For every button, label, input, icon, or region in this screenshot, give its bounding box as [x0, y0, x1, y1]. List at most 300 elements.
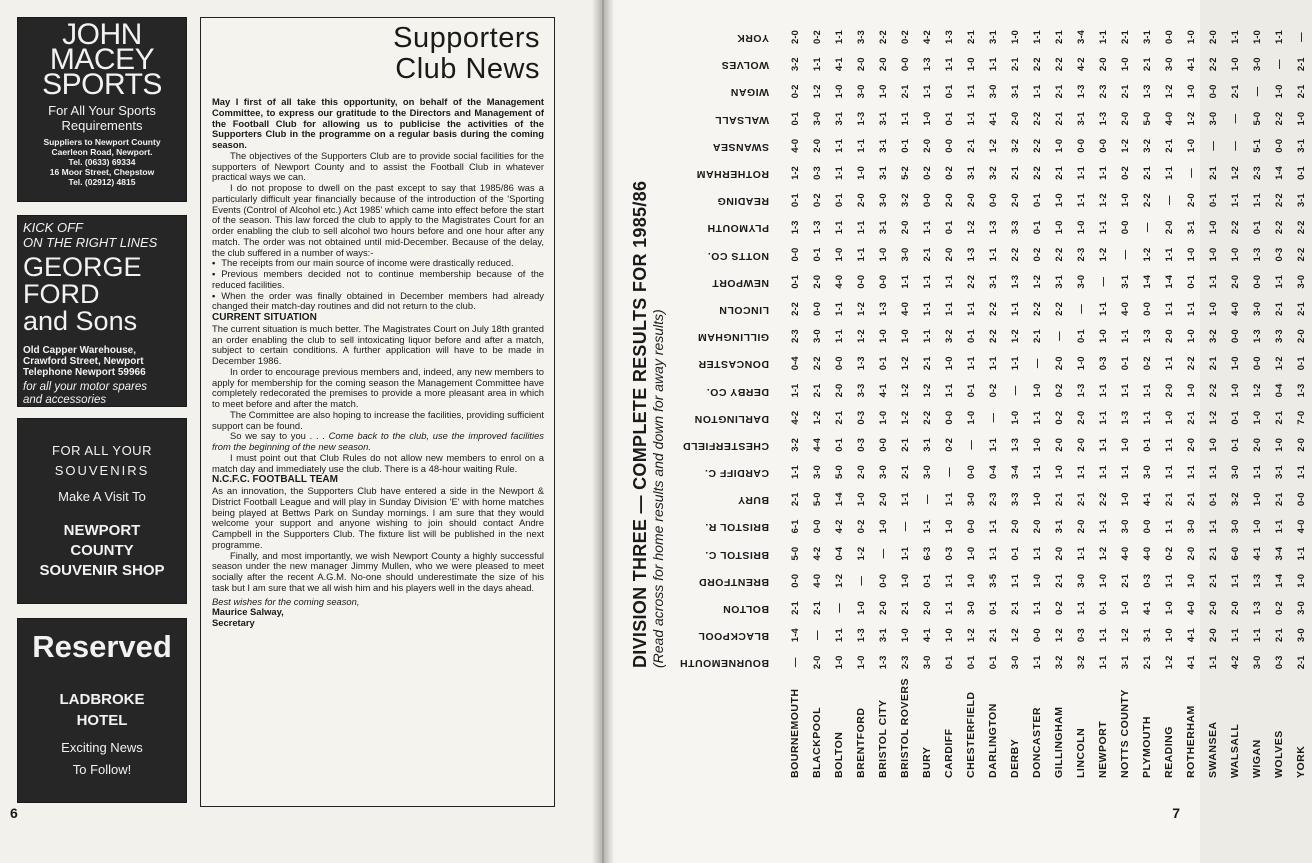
result-cell: 0-1	[1251, 220, 1263, 235]
column-header-label: BLACKPOOL	[698, 630, 769, 643]
row-team-name: BRISTOL CITY	[876, 699, 889, 778]
result-cell: 0-2	[987, 383, 999, 398]
result-cell: 2-1	[1207, 166, 1219, 180]
column-header	[674, 187, 784, 214]
result-cell: 0-1	[1207, 193, 1219, 208]
result-cell: 1-0	[1163, 601, 1175, 615]
result-cell: 1-0	[1009, 30, 1021, 44]
result-cell: 1-1	[1097, 166, 1109, 180]
column-header-label: NOTTS CO.	[707, 249, 769, 262]
article-subheading: N.C.F.C. FOOTBALL TEAM	[212, 474, 338, 486]
result-cell: 1-0	[1251, 30, 1263, 44]
column-header	[674, 105, 784, 132]
result-cell: 2-0	[1075, 410, 1087, 425]
result-cell: 1-0	[833, 84, 845, 99]
column-header-label: WALSALL	[714, 113, 769, 126]
result-cell: 1-0	[1251, 519, 1263, 534]
result-cell: 1-3	[1141, 84, 1153, 99]
result-cell: 1-3	[965, 247, 977, 262]
row-team-name: BLACKPOOL	[810, 707, 823, 778]
result-cell: 1-0	[1273, 84, 1285, 99]
result-cell: 2-1	[1273, 410, 1285, 425]
column-header-label: BURY	[737, 494, 769, 507]
macey-address-line: Tel. (0633) 69334	[68, 157, 136, 167]
result-cell: 0-3	[855, 438, 867, 452]
result-cell: 4-1	[833, 57, 845, 72]
row-team-name: DONCASTER	[1030, 706, 1043, 778]
result-cell: 1-0	[1119, 57, 1131, 72]
result-cell: 2-1	[1075, 492, 1087, 507]
result-cell: 1-0	[965, 573, 977, 588]
column-header	[674, 214, 784, 241]
macey-name-2: MACEY	[49, 43, 155, 76]
result-cell: 1-1	[1097, 383, 1109, 398]
result-cell: 3-0	[1229, 465, 1241, 479]
result-cell: 1-4	[1273, 166, 1285, 180]
result-cell: —	[899, 521, 911, 532]
souvenir-line-3: Make A Visit To	[58, 489, 146, 504]
result-cell: 1-1	[1075, 465, 1087, 479]
macey-address-line: Caerleon Road, Newport.	[51, 147, 153, 157]
headline-line-1: Supporters	[393, 22, 540, 54]
result-cell: 2-0	[1053, 356, 1065, 371]
result-cell: 2-1	[1119, 30, 1131, 44]
result-cell: 1-0	[1075, 356, 1087, 371]
ford-address-3: Telephone Newport 59966	[23, 367, 146, 378]
result-cell: —	[1031, 358, 1043, 369]
result-cell: 0-4	[789, 356, 801, 371]
result-cell: 0-0	[1295, 492, 1307, 507]
result-cell: 2-1	[1053, 166, 1065, 180]
result-cell: 1-1	[921, 274, 933, 289]
column-header-label: WOLVES	[721, 59, 769, 72]
result-cell: 5-0	[833, 465, 845, 479]
result-cell: 0-0	[899, 57, 911, 72]
article-emphasis: Come back to the club, use the improved facilities from the beginning of the new season.	[212, 430, 544, 452]
result-cell: —	[1119, 249, 1131, 260]
column-header	[674, 268, 784, 295]
article-subheading: CURRENT SITUATION	[212, 312, 317, 323]
result-cell: 1-1	[921, 220, 933, 235]
result-cell: 1-2	[965, 220, 977, 235]
result-cell: 1-3	[1295, 383, 1307, 398]
result-cell: 1-1	[1295, 546, 1307, 561]
result-cell: 1-1	[855, 247, 867, 262]
result-cell: 2-0	[1119, 111, 1131, 126]
result-cell: 4-0	[811, 573, 823, 588]
article-signer: Maurice Salway,	[212, 606, 284, 618]
result-cell: 0-1	[1229, 410, 1241, 425]
result-cell: 6-0	[1229, 546, 1241, 561]
result-cell: 3-1	[877, 138, 889, 153]
result-cell: 2-1	[899, 438, 911, 452]
result-cell: 2-2	[1031, 111, 1043, 126]
result-cell: 1-0	[899, 329, 911, 344]
result-cell: 3-1	[877, 628, 889, 643]
result-cell: 3-0	[877, 465, 889, 479]
result-cell: 1-0	[833, 655, 845, 670]
row-team-name: YORK	[1294, 745, 1307, 778]
column-header	[674, 241, 784, 268]
result-cell: —	[943, 467, 955, 477]
result-cell: 0-1	[1031, 193, 1043, 208]
result-cell: 3-1	[877, 166, 889, 180]
result-cell: 0-0	[1075, 138, 1087, 153]
row-team-name: DERBY	[1008, 738, 1021, 778]
article-body	[212, 97, 544, 629]
result-cell: 3-1	[1119, 655, 1131, 670]
result-cell: 1-1	[987, 519, 999, 534]
result-cell: 1-0	[1207, 247, 1219, 262]
result-cell: 2-1	[789, 601, 801, 615]
result-cell: 1-0	[1207, 220, 1219, 235]
result-cell: 1-1	[921, 84, 933, 99]
result-cell: 3-0	[811, 329, 823, 344]
result-cell: —	[1097, 277, 1109, 287]
results-grid	[630, 18, 1307, 780]
row-team-name: SWANSEA	[1206, 721, 1219, 778]
result-cell: 1-0	[1185, 329, 1197, 344]
result-cell: 0-0	[921, 193, 933, 208]
result-cell: 3-0	[899, 247, 911, 262]
result-cell: 0-3	[943, 546, 955, 561]
result-cell: 0-0	[943, 410, 955, 425]
result-cell: 2-0	[899, 220, 911, 235]
result-cell: 2-3	[1097, 84, 1109, 99]
result-cell: 4-0	[1185, 601, 1197, 615]
result-cell: 0-0	[1163, 30, 1175, 44]
result-cell: 0-0	[1031, 628, 1043, 643]
result-cell: 3-0	[1229, 519, 1241, 534]
result-cell: 1-1	[855, 220, 867, 235]
result-cell: 1-1	[943, 492, 955, 507]
result-cell: 1-3	[987, 220, 999, 235]
result-cell: 0-0	[965, 519, 977, 534]
result-cell: 1-1	[1207, 519, 1219, 534]
result-cell: 1-1	[1251, 193, 1263, 208]
result-cell: 1-2	[1163, 84, 1175, 99]
result-cell: 4-1	[1185, 655, 1197, 670]
row-team-name: PLYMOUTH	[1140, 716, 1153, 778]
result-cell: 2-1	[1229, 84, 1241, 99]
result-cell: 1-1	[1163, 166, 1175, 180]
result-cell: 0-3	[1097, 356, 1109, 371]
column-header	[674, 486, 784, 513]
result-cell: 1-1	[921, 329, 933, 344]
result-cell: —	[921, 494, 933, 505]
result-cell: 2-1	[1207, 546, 1219, 561]
result-cell: 2-1	[899, 601, 911, 615]
bullet-dot: •	[212, 257, 216, 269]
result-cell: 2-2	[1207, 383, 1219, 398]
result-cell: 0-0	[1141, 302, 1153, 316]
result-cell: 3-0	[1251, 302, 1263, 316]
result-cell: 0-3	[1273, 247, 1285, 262]
result-cell: 1-2	[1163, 655, 1175, 670]
result-cell: 3-0	[965, 492, 977, 507]
souvenir-line-2: SOUVENIRS	[54, 463, 150, 478]
result-cell: 1-0	[1075, 220, 1087, 235]
result-cell: 1-1	[1097, 410, 1109, 425]
result-cell: 3-0	[1141, 465, 1153, 479]
result-cell: 0-1	[943, 84, 955, 99]
result-cell: 2-0	[1009, 111, 1021, 126]
result-cell: 1-1	[899, 492, 911, 507]
result-cell: 0-2	[1273, 601, 1285, 615]
result-cell: 1-1	[1207, 465, 1219, 479]
result-cell: 1-1	[1075, 166, 1087, 180]
row-team-name: BRISTOL ROVERS	[898, 678, 911, 778]
result-cell: 2-0	[833, 383, 845, 398]
result-cell: 2-0	[1295, 329, 1307, 344]
result-cell: 1-2	[811, 410, 823, 425]
result-cell: 1-4	[1163, 274, 1175, 289]
result-cell: 1-0	[943, 356, 955, 371]
result-cell: —	[1273, 59, 1285, 70]
result-cell: 1-1	[1031, 84, 1043, 99]
result-cell: 1-2	[811, 84, 823, 99]
result-cell: 2-1	[965, 30, 977, 44]
result-cell: 2-1	[1053, 492, 1065, 507]
table-row	[1114, 24, 1136, 781]
result-cell: 2-0	[1207, 628, 1219, 643]
result-cell: 2-1	[789, 492, 801, 507]
result-cell: 2-2	[877, 30, 889, 44]
table-row	[1268, 24, 1290, 781]
ford-kick-1: KICK OFF	[23, 220, 83, 235]
result-cell: 1-1	[811, 57, 823, 72]
result-cell: 1-0	[855, 601, 867, 615]
result-cell: 1-1	[1097, 519, 1109, 534]
column-header	[674, 567, 784, 594]
result-cell: 1-2	[1031, 274, 1043, 289]
result-cell: —	[1075, 304, 1087, 314]
result-cell: 1-3	[855, 356, 867, 371]
page-number-right: 7	[1172, 805, 1180, 821]
table-row	[806, 24, 828, 781]
result-cell: 1-1	[1009, 302, 1021, 316]
reserved-tag-1: Exciting News	[61, 740, 143, 755]
result-cell: 2-0	[1207, 601, 1219, 615]
result-cell: 1-1	[1163, 247, 1175, 262]
result-cell: 2-0	[921, 138, 933, 153]
result-cell: 2-1	[811, 383, 823, 398]
article-paragraph	[212, 431, 544, 453]
results-table	[674, 24, 1312, 781]
result-cell: 1-1	[789, 383, 801, 398]
result-cell: 1-1	[1097, 220, 1109, 235]
result-cell: 1-1	[1185, 465, 1197, 479]
row-team-name: BOLTON	[832, 731, 845, 778]
result-cell: 1-0	[1053, 220, 1065, 235]
result-cell: 2-1	[1009, 601, 1021, 615]
column-header-label: DONCASTER	[697, 358, 769, 371]
left-page	[0, 0, 598, 863]
result-cell: 2-2	[987, 329, 999, 344]
column-header	[674, 51, 784, 78]
result-cell: 4-0	[1119, 302, 1131, 316]
article-text: So we say to you . . .	[230, 430, 329, 442]
result-cell: 1-1	[1075, 546, 1087, 561]
result-cell: 4-1	[1185, 57, 1197, 72]
reserved-tag-2: To Follow!	[72, 762, 132, 777]
result-cell: 5-2	[899, 166, 911, 180]
result-cell: 2-0	[1075, 519, 1087, 534]
result-cell: 0-2	[1053, 410, 1065, 425]
result-cell: 1-1	[987, 356, 999, 371]
result-cell: 1-1	[1097, 628, 1109, 643]
result-cell: 3-1	[877, 111, 889, 126]
result-cell: 0-0	[1251, 356, 1263, 371]
result-cell: 1-3	[1141, 329, 1153, 344]
result-cell: 1-0	[1229, 383, 1241, 398]
result-cell: 0-1	[1119, 356, 1131, 371]
result-cell: 3-4	[1075, 30, 1087, 44]
column-header	[674, 350, 784, 377]
result-cell: 3-4	[1009, 465, 1021, 479]
result-cell: 4-2	[811, 546, 823, 561]
result-cell: 1-4	[1141, 274, 1153, 289]
result-cell: 0-2	[1053, 601, 1065, 615]
result-cell: 2-0	[1053, 546, 1065, 561]
result-cell: 2-2	[1009, 247, 1021, 262]
result-cell: 2-2	[1053, 247, 1065, 262]
bullet-text: When the order was finally obtained in December members had already changed their match-day routines and did not return to the club.	[212, 289, 544, 312]
result-cell: 3-2	[1141, 138, 1153, 153]
result-cell: 1-1	[1119, 329, 1131, 344]
supporters-club-article	[200, 17, 555, 807]
result-cell: 1-2	[1053, 628, 1065, 643]
result-cell: 0-1	[921, 573, 933, 588]
result-cell: 1-4	[1273, 573, 1285, 588]
result-cell: 2-3	[1075, 247, 1087, 262]
result-cell: 0-4	[833, 546, 845, 561]
result-cell: 5-0	[1251, 111, 1263, 126]
result-cell: 2-2	[1295, 247, 1307, 262]
result-cell: 2-2	[1031, 57, 1043, 72]
result-cell: 2-0	[1031, 519, 1043, 534]
result-cell: 4-1	[877, 383, 889, 398]
result-cell: 2-1	[1273, 302, 1285, 316]
result-cell: 0-0	[877, 274, 889, 289]
result-cell: 1-3	[1009, 274, 1021, 289]
result-cell: 2-1	[1009, 166, 1021, 180]
macey-tagline-2: Requirements	[61, 118, 143, 133]
result-cell: 1-1	[1207, 655, 1219, 670]
result-cell: 3-0	[1295, 601, 1307, 615]
result-cell: 1-1	[943, 573, 955, 588]
row-team-name: DARLINGTON	[986, 703, 999, 778]
result-cell: 1-3	[921, 57, 933, 72]
result-cell: 0-0	[965, 465, 977, 479]
result-cell: 0-0	[833, 356, 845, 371]
result-cell: 1-0	[1185, 30, 1197, 44]
page-number-left: 6	[10, 805, 18, 821]
result-cell: 1-2	[899, 410, 911, 425]
table-row	[1290, 24, 1312, 781]
result-cell: 1-1	[1009, 356, 1021, 371]
column-header	[674, 513, 784, 540]
article-paragraph: As an innovation, the Supporters Club have entered a side in the Newport & District Football League and will play in Sunday Division 'E' with home matches being played at Bettws Park on Sunday mornings. I am sure that they would welcome your support and anyone wishing to join should contact Andre Campbell in the Supporters Club. The fixture list will be published in the next programme.	[212, 485, 544, 550]
result-cell: 0-0	[877, 573, 889, 588]
result-cell: 1-3	[877, 302, 889, 316]
result-cell: 1-2	[1009, 329, 1021, 344]
result-cell: 2-0	[1097, 57, 1109, 72]
result-cell: 2-2	[1053, 302, 1065, 316]
article-paragraph: I do not propose to dwell on the past except to say that 1985/86 was a particularly difficult year financially because of the introduction of the 'Sporting Events (Control of Alcohol etc.) Act 1985' which came into effect before the start of the season. This law forced the club to apply to the Magistrates Court for an order enabling the club to sell alcohol two hours before and one hour after any match. The order was not obtained until mid-December. Because of the delay, the club suffered in a number of ways:-	[212, 182, 544, 258]
result-cell: 4-1	[921, 628, 933, 643]
result-cell: 2-2	[1273, 193, 1285, 208]
result-cell: 3-0	[1251, 655, 1263, 670]
result-cell: 1-0	[1053, 465, 1065, 479]
result-cell: —	[1053, 331, 1065, 341]
result-cell: 2-3	[899, 655, 911, 670]
column-header-label: PLYMOUTH	[707, 222, 769, 235]
column-header-label: SWANSEA	[712, 140, 769, 153]
result-cell: 0-2	[811, 193, 823, 208]
result-cell: 2-0	[1075, 438, 1087, 452]
result-cell: 1-3	[1251, 247, 1263, 262]
result-cell: 2-1	[1207, 356, 1219, 371]
result-cell: 2-1	[1053, 573, 1065, 588]
result-cell: 2-0	[855, 465, 867, 479]
column-header-label: GILLINGHAM	[697, 331, 769, 344]
result-cell: 1-0	[855, 655, 867, 670]
result-cell: 3-0	[1295, 628, 1307, 643]
result-cell: 1-0	[1031, 573, 1043, 588]
result-cell: 2-1	[1207, 573, 1219, 588]
macey-name-1: JOHN	[62, 18, 142, 51]
column-header-label: CARDIFF C.	[704, 467, 769, 480]
result-cell: 0-0	[1141, 519, 1153, 534]
result-cell: 0-4	[987, 465, 999, 479]
result-cell: 1-0	[1229, 247, 1241, 262]
result-cell: 0-1	[987, 601, 999, 615]
row-team-name: BURY	[920, 746, 933, 778]
result-cell: 1-1	[855, 138, 867, 153]
result-cell: 1-0	[943, 519, 955, 534]
column-header	[674, 323, 784, 350]
result-cell: 2-0	[811, 274, 823, 289]
result-cell: 2-1	[1273, 492, 1285, 507]
table-row	[1048, 24, 1070, 781]
result-cell: 2-0	[1229, 601, 1241, 615]
result-cell: 4-1	[1185, 628, 1197, 643]
table-row	[894, 24, 916, 781]
result-cell: 4-2	[833, 519, 845, 534]
article-paragraph: The objectives of the Supporters Club are to provide social facilities for the supporters of Newport County and to assist the Football Club in whatever practical ways we can.	[212, 149, 544, 183]
result-cell: 3-2	[1229, 492, 1241, 507]
result-cell: —	[1185, 168, 1197, 178]
row-team-name: WALSALL	[1228, 723, 1241, 778]
result-cell: —	[1141, 222, 1153, 233]
result-cell: 1-1	[1031, 546, 1043, 561]
result-cell: 4-2	[921, 30, 933, 44]
result-cell: 4-0	[1141, 546, 1153, 561]
table-row	[1026, 24, 1048, 781]
result-cell: 0-1	[899, 138, 911, 153]
result-cell: 2-1	[1141, 57, 1153, 72]
result-cell: 0-1	[1097, 601, 1109, 615]
result-cell: 2-1	[987, 628, 999, 643]
result-cell: 1-1	[1163, 573, 1175, 588]
column-header-label: YORK	[736, 32, 769, 45]
header-row	[674, 24, 784, 781]
result-cell: 2-0	[943, 193, 955, 208]
result-cell: 1-1	[1141, 410, 1153, 425]
result-cell: 2-1	[1031, 329, 1043, 344]
macey-name-3: SPORTS	[42, 68, 162, 101]
